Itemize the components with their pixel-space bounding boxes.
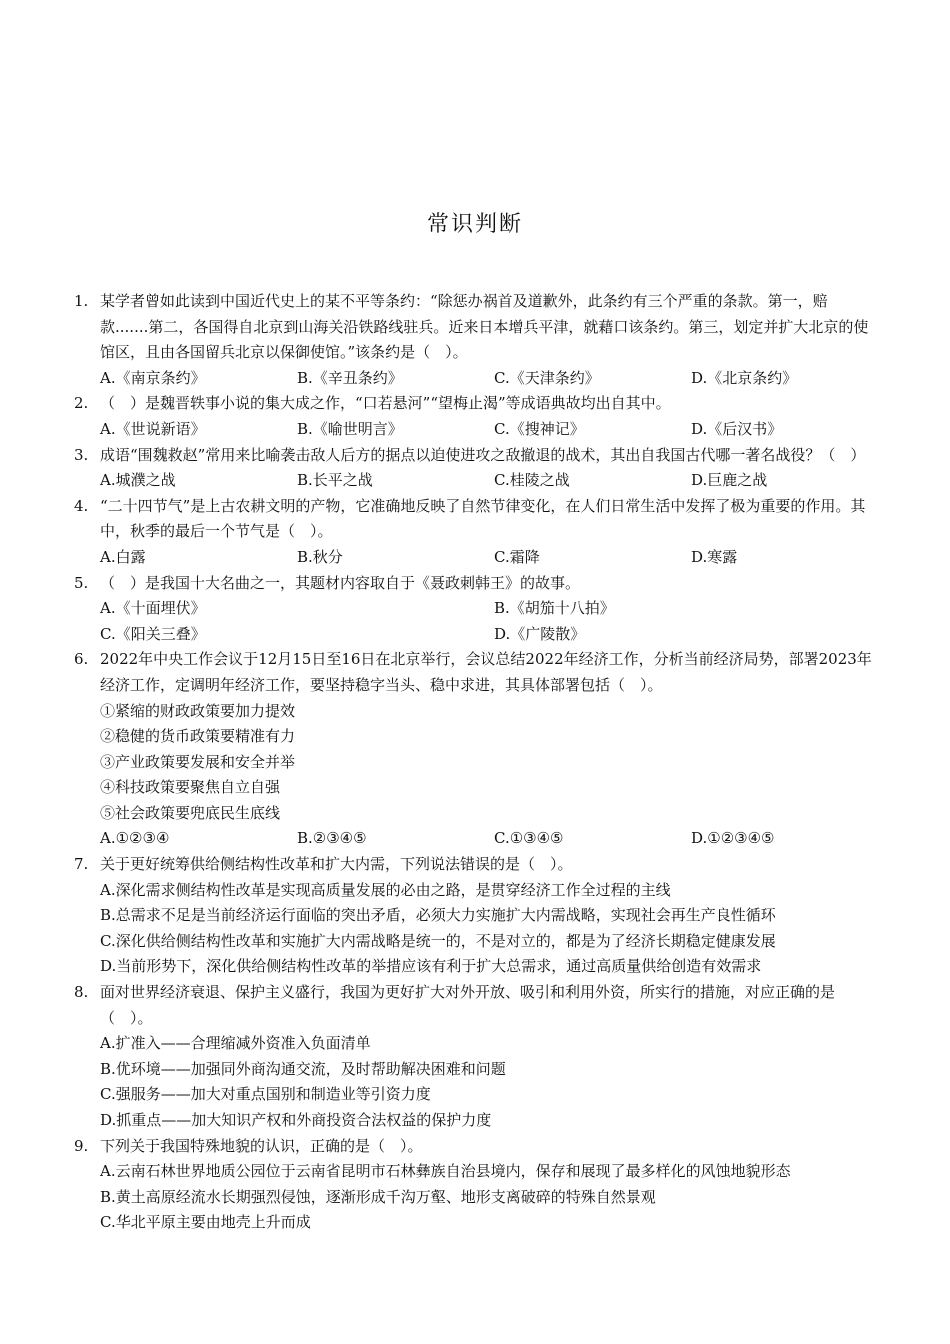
option-c: C.《搜神记》 bbox=[494, 419, 585, 438]
option-c: C.桂陵之战 bbox=[494, 471, 570, 490]
question-5 bbox=[74, 571, 874, 648]
question-number: 1. bbox=[74, 292, 89, 310]
option-a: A.云南石林世界地质公园位于云南省昆明市石林彝族自治县境内，保存和展现了最多样化的风蚀地貌形态 bbox=[100, 1162, 791, 1181]
page-title: 常识判断 bbox=[426, 212, 523, 237]
question-text: 面对世界经济衰退、保护主义盛行，我国为更好扩大对外开放、吸引和利用外资，所实行的措施，对应正确的是（ ）。 bbox=[100, 983, 836, 1027]
question-6 bbox=[74, 647, 874, 852]
option-d: D.抓重点——加大知识产权和外商投资合法权益的保护力度 bbox=[100, 1111, 492, 1129]
option-c: C.《阳关三叠》 bbox=[100, 624, 206, 643]
option-c: C.深化供给侧结构性改革和实施扩大内需战略是统一的，不是对立的，都是为了经济长期稳定健康发展 bbox=[100, 931, 776, 950]
statement-item: ②稳健的货币政策要精准有力 bbox=[100, 727, 296, 746]
option-c: C.华北平原主要由地壳上升而成 bbox=[100, 1213, 311, 1232]
question-number: 6. bbox=[74, 650, 89, 669]
option-b: B.②③④⑤ bbox=[297, 829, 367, 848]
option-d: D.寒露 bbox=[691, 547, 738, 566]
question-text: 关于更好统筹供给侧结构性改革和扩大内需，下列说法错误的是（ ）。 bbox=[100, 855, 573, 874]
option-b: B.《喻世明言》 bbox=[297, 419, 403, 438]
statement-item: ①紧缩的财政政策要加力提效 bbox=[100, 701, 296, 720]
option-b: B.秋分 bbox=[297, 547, 343, 566]
option-d: D.巨鹿之战 bbox=[691, 471, 768, 490]
option-c: C.①③④⑤ bbox=[494, 829, 564, 848]
option-a: A.白露 bbox=[100, 547, 146, 566]
statement-item: ④科技政策要聚焦自立自强 bbox=[100, 778, 281, 797]
option-d: D.①②③④⑤ bbox=[691, 829, 775, 848]
question-text: 某学者曾如此读到中国近代史上的某不平等条约：“除惩办祸首及道歉外，此条约有三个严重的条款。第一，赔款.......第二，各国得自北京到山海关沿铁路线驻兵。近来日本增兵平津，就藉口该条约。第三，划定并扩大北京的使馆区，且由各国留兵北京以保御使馆。”该条约是（ ）。 bbox=[100, 292, 869, 362]
option-c: C.强服务——加大对重点国别和制造业等引资力度 bbox=[100, 1085, 431, 1104]
question-text: “二十四节气”是上古农耕文明的产物，它准确地反映了自然节律变化，在人们日常生活中发挥了极为重要的作用。其中，秋季的最后一个节气是（ ）。 bbox=[100, 496, 866, 541]
option-b: B.《辛丑条约》 bbox=[297, 368, 403, 387]
question-number: 3. bbox=[74, 445, 89, 464]
question-number: 9. bbox=[74, 1136, 89, 1155]
option-b: B.《胡笳十八拍》 bbox=[494, 599, 615, 618]
question-2 bbox=[74, 391, 874, 442]
question-number: 5. bbox=[74, 573, 89, 592]
question-1 bbox=[74, 289, 874, 391]
option-d: D.《广陵散》 bbox=[494, 624, 586, 643]
option-a: A.城濮之战 bbox=[100, 471, 176, 490]
option-a: A.《南京条约》 bbox=[100, 368, 206, 387]
option-a: A.扩准入——合理缩减外资准入负面清单 bbox=[100, 1034, 371, 1053]
question-number: 8. bbox=[74, 983, 89, 1002]
statement-item: ⑤社会政策要兜底民生底线 bbox=[100, 803, 281, 822]
question-number: 2. bbox=[74, 394, 89, 413]
option-b: B.长平之战 bbox=[297, 471, 373, 490]
option-b: B.总需求不足是当前经济运行面临的突出矛盾，必须大力实施扩大内需战略，实现社会再生产良性循环 bbox=[100, 906, 776, 925]
option-b: B.黄土高原经流水长期强烈侵蚀，逐渐形成千沟万壑、地形支离破碎的特殊自然景观 bbox=[100, 1187, 656, 1206]
question-number: 7. bbox=[74, 855, 89, 874]
question-4 bbox=[74, 494, 874, 571]
option-d: D.当前形势下，深化供给侧结构性改革的举措应该有利于扩大总需求，通过高质量供给创造有效需求 bbox=[100, 957, 762, 976]
option-c: C.霜降 bbox=[494, 547, 540, 566]
question-3 bbox=[74, 443, 874, 494]
question-8 bbox=[74, 980, 874, 1134]
question-text: 下列关于我国特殊地貌的认识，正确的是（ ）。 bbox=[100, 1136, 423, 1155]
question-text: 成语“围魏救赵”常用来比喻袭击敌人后方的据点以迫使进攻之敌撤退的战术，其出自我国古代哪一著名战役？（ ） bbox=[100, 445, 866, 464]
option-a: A.《十面埋伏》 bbox=[100, 599, 206, 618]
question-text: （ ）是我国十大名曲之一，其题材内容取自于《聂政刺韩王》的故事。 bbox=[100, 573, 581, 592]
option-a: A.深化需求侧结构性改革是实现高质量发展的必由之路，是贯穿经济工作全过程的主线 bbox=[100, 880, 671, 899]
question-text: （ ）是魏晋轶事小说的集大成之作，“口若悬河”“望梅止渴”等成语典故均出自其中。 bbox=[100, 394, 671, 413]
option-c: C.《天津条约》 bbox=[494, 368, 600, 387]
question-list bbox=[74, 289, 874, 1236]
option-d: D.《北京条约》 bbox=[691, 368, 798, 387]
option-b: B.优环境——加强同外商沟通交流，及时帮助解决困难和问题 bbox=[100, 1059, 506, 1078]
statement-item: ③产业政策要发展和安全并举 bbox=[100, 752, 296, 771]
question-number: 4. bbox=[74, 496, 89, 515]
option-a: A.《世说新语》 bbox=[100, 419, 206, 438]
question-9 bbox=[74, 1134, 874, 1236]
option-a: A.①②③④ bbox=[100, 829, 170, 848]
option-d: D.《后汉书》 bbox=[691, 419, 783, 438]
question-7 bbox=[74, 852, 874, 980]
question-text: 2022年中央工作会议于12月15日至16日在北京举行，会议总结2022年经济工作，分析当前经济局势，部署2023年经济工作，定调明年经济工作，要坚持稳字当头、稳中求进，其具体部署包括（ ）。 bbox=[100, 650, 872, 694]
